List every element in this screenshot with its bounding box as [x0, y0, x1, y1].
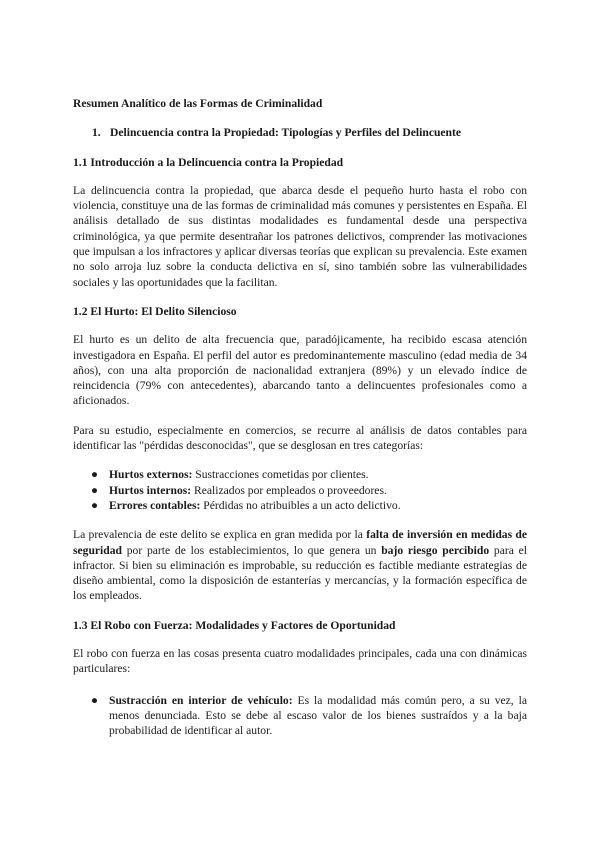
text-run: La prevalencia de este delito se explica en gran medida por la	[73, 528, 367, 542]
emphasis-run: falta de inversión en medidas de seguridad	[73, 528, 527, 557]
section-1-1-paragraph: La delincuencia contra la propiedad, que abarca desde el pequeño hurto hasta el robo con violencia, constituye una de las formas de criminalidad más comunes y persistentes en España. El análisis detallado de sus distintas modalidades es fundamental desde una perspectiva criminológica, ya que permite desentrañar los patrones delictivos, comprender las motivaciones que impulsan a los infractores y aplicar diversas teorías que explican su prevalencia. Este examen no solo arroja luz sobre la conducta delictiva en sí, sino también sobre las vulnerabilidades sociales y las oportunidades que la facilitan.	[73, 183, 527, 289]
bullet-icon: ●	[91, 498, 99, 512]
robbery-modalities-list	[73, 693, 527, 739]
section-1-number: 1.	[92, 126, 101, 140]
list-item-text: Pérdidas no atribuibles a un acto delictivo.	[200, 498, 401, 512]
bullet-icon: ●	[91, 693, 99, 707]
section-1-3-heading: 1.3 El Robo con Fuerza: Modalidades y Factores de Oportunidad	[73, 618, 396, 632]
list-item-term: Errores contables:	[109, 498, 201, 512]
list-item	[73, 483, 527, 498]
section-1-heading	[92, 125, 527, 140]
document-content	[73, 96, 527, 753]
list-item-term: Hurtos internos:	[109, 483, 192, 497]
list-item-term: Sustracción en interior de vehículo:	[109, 693, 293, 707]
bullet-icon: ●	[91, 468, 99, 482]
section-1-2-heading: 1.2 El Hurto: El Delito Silencioso	[73, 304, 237, 318]
list-item	[73, 498, 527, 513]
section-1-3-paragraph: El robo con fuerza en las cosas presenta cuatro modalidades principales, cada una con dinámicas particulares:	[73, 647, 527, 676]
emphasis-run: bajo riesgo percibido	[381, 543, 490, 557]
text-run: por parte de los establecimientos, lo que genera un	[121, 543, 382, 557]
list-item-text: Sustracciones cometidas por clientes.	[192, 468, 369, 482]
section-1-2-paragraph-3	[73, 527, 527, 603]
list-item-text: Realizados por empleados o proveedores.	[191, 483, 387, 497]
list-item-term: Hurtos externos:	[109, 468, 193, 482]
loss-categories-list	[73, 467, 527, 513]
section-1-1-heading: 1.1 Introducción a la Delincuencia contra la Propiedad	[73, 155, 344, 169]
document-title: Resumen Analítico de las Formas de Criminalidad	[73, 97, 323, 110]
list-item-text: Es la modalidad más común pero, a su vez, la menos denunciada. Esto se debe al escaso valor de los bienes sustraídos y a la baja probabilidad de identificar al autor.	[109, 693, 527, 738]
text-run: para el infractor. Si bien su eliminación es improbable, su reducción es factible mediante estrategias de diseño ambiental, como la disposición de estanterías y mercancías, y la formación específica de los empleados.	[73, 543, 527, 603]
section-1-2-paragraph-1: El hurto es un delito de alta frecuencia que, paradójicamente, ha recibido escasa atención investigadora en España. El perfil del autor es predominantemente masculino (edad media de 34 años), con una alta proporción de nacionalidad extranjera (89%) y un elevado índice de reincidencia (79% con antecedentes), abarcando tanto a delincuentes profesionales como a aficionados.	[73, 333, 527, 408]
section-1-title: Delincuencia contra la Propiedad: Tipologías y Perfiles del Delincuente	[110, 126, 462, 140]
list-item	[73, 467, 527, 482]
section-1-2-paragraph-2: Para su estudio, especialmente en comercios, se recurre al análisis de datos contables para identificar las "pérdidas desconocidas", que se desglosan en tres categorías:	[73, 423, 527, 453]
list-item	[73, 693, 527, 739]
bullet-icon: ●	[91, 483, 99, 497]
